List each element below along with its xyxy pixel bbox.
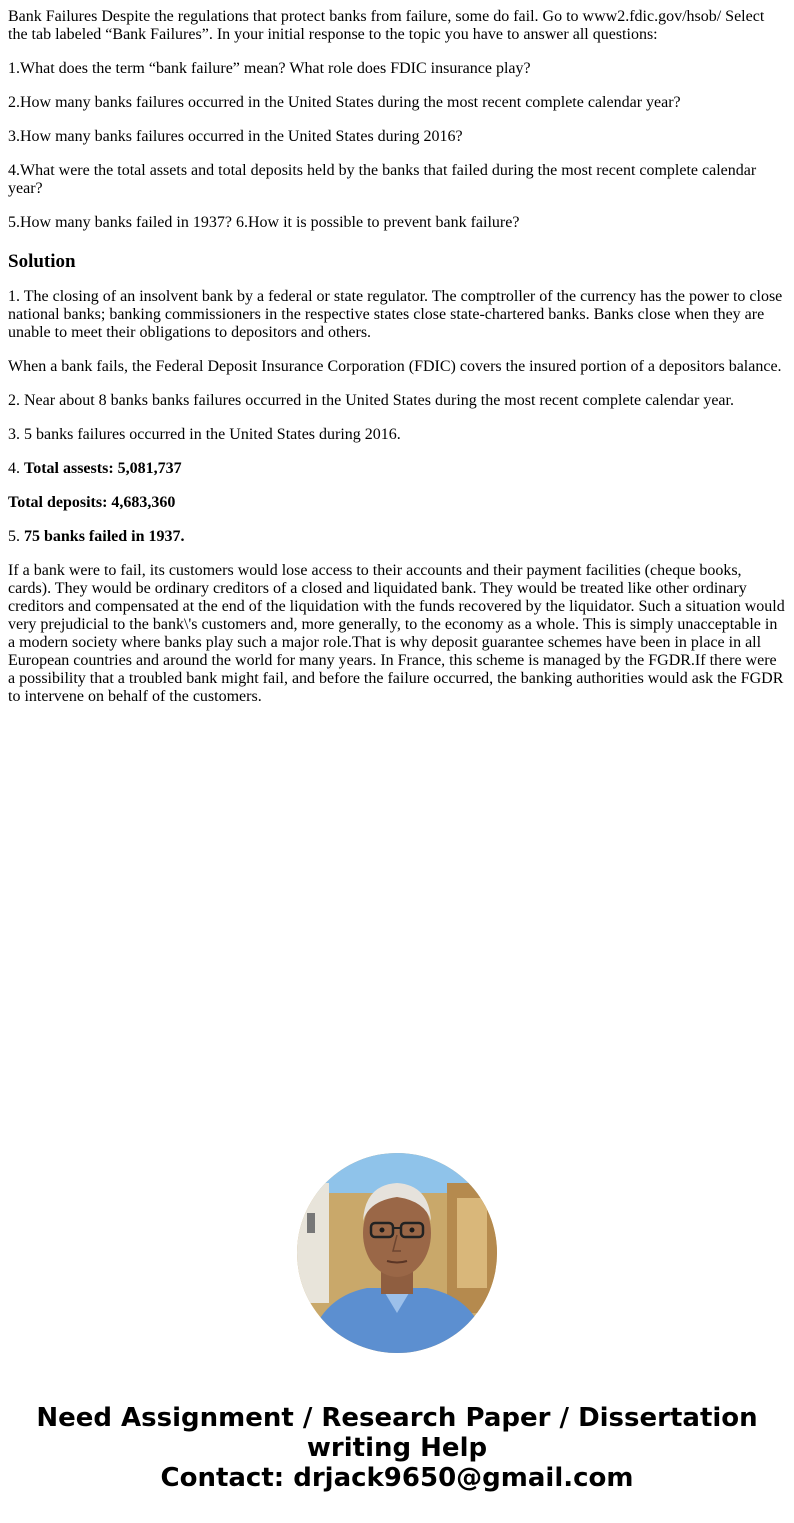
solution-heading: Solution bbox=[8, 251, 76, 272]
question-5: 5.How many banks failed in 1937? 6.How it is possible to prevent bank failure? bbox=[8, 214, 520, 231]
promo-line-2: writing Help bbox=[306, 1433, 488, 1463]
answer-4 bbox=[8, 460, 786, 478]
promo-banner bbox=[0, 1403, 794, 1493]
question-intro: Bank Failures Despite the regulations that protect banks from failure, some do fail. Go to www2.fdic.gov/hsob/ Select the tab labeled “Bank Failures”. In your initial response to the topic you have to answer all questions: bbox=[8, 8, 765, 43]
question-4: 4.What were the total assets and total deposits held by the banks that failed during the most recent complete calendar year? bbox=[8, 162, 757, 197]
answer-4-total-deposits: Total deposits: 4,683,360 bbox=[8, 494, 176, 511]
answer-4-total-assets: Total assests: 5,081,737 bbox=[24, 460, 182, 477]
answer-3: 3. 5 banks failures occurred in the United States during 2016. bbox=[8, 426, 401, 443]
answer-4-prefix: 4. bbox=[8, 460, 24, 477]
author-portrait-image bbox=[297, 1153, 497, 1353]
question-2: 2.How many banks failures occurred in the United States during the most recent complete calendar year? bbox=[8, 94, 681, 111]
promo-contact: Contact: drjack9650@gmail.com bbox=[160, 1463, 634, 1493]
question-3: 3.How many banks failures occurred in the United States during 2016? bbox=[8, 128, 463, 145]
answer-5-text: 75 banks failed in 1937. bbox=[24, 528, 185, 545]
answer-4-deposits-row bbox=[8, 494, 786, 512]
answer-1-fdic: When a bank fails, the Federal Deposit Insurance Corporation (FDIC) covers the insured portion of a depositors balance. bbox=[8, 358, 782, 375]
author-avatar bbox=[297, 1153, 497, 1353]
answer-1: 1. The closing of an insolvent bank by a federal or state regulator. The comptroller of the currency has the power to close national banks; banking commissioners in the respective states close state-chartered banks. Banks close when they are unable to meet their obligations to depositors and others. bbox=[8, 288, 783, 341]
question-1: 1.What does the term “bank failure” mean? What role does FDIC insurance play? bbox=[8, 60, 531, 77]
answer-5 bbox=[8, 528, 786, 546]
answer-6: If a bank were to fail, its customers would lose access to their accounts and their payment facilities (cheque books, cards). They would be ordinary creditors of a closed and liquidated bank. They would be treated like other ordinary creditors and compensated at the end of the liquidation with the funds recovered by the liquidator. Such a situation would very prejudicial to the bank\'s customers and, more generally, to the economy as a whole. This is simply unacceptable in a modern society where banks play such a major role.That is why deposit guarantee schemes have been in place in all European countries and around the world for many years. In France, this scheme is managed by the FGDR.If there were a possibility that a troubled bank might fail, and before the failure occurred, the banking authorities would ask the FGDR to intervene on behalf of the customers. bbox=[8, 562, 785, 705]
answer-2: 2. Near about 8 banks banks failures occurred in the United States during the most recent complete calendar year. bbox=[8, 392, 734, 409]
answer-5-prefix: 5. bbox=[8, 528, 24, 545]
document-body bbox=[8, 8, 786, 722]
promo-line-1: Need Assignment / Research Paper / Dissertation bbox=[36, 1403, 758, 1433]
